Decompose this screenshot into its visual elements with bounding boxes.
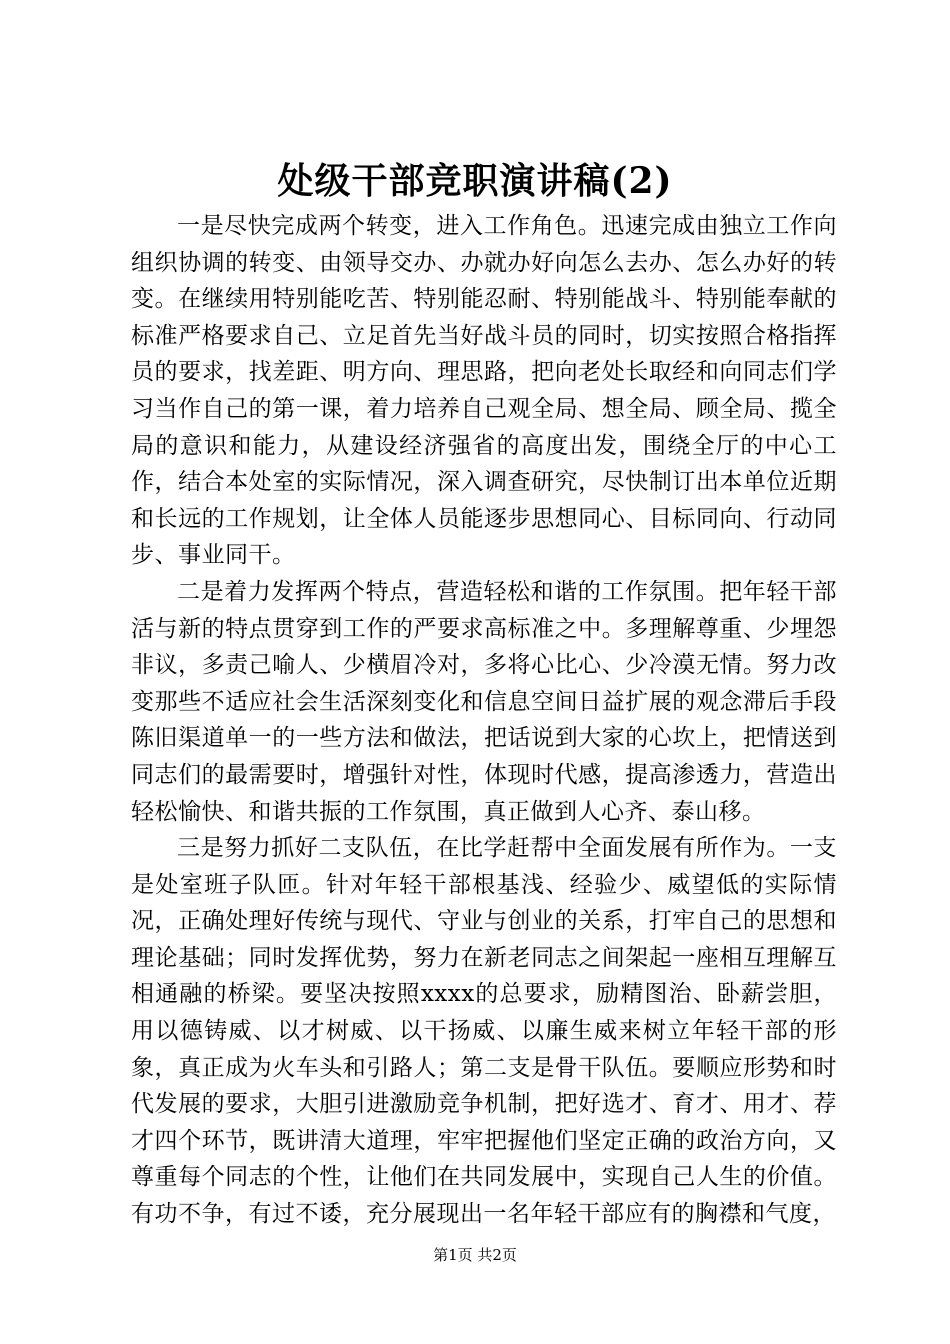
document-body xyxy=(131,208,837,1233)
paragraph-3: 三是努力抓好二支队伍，在比学赶帮中全面发展有所作为。一支是处室班子队匝。针对年轻干部根基浅、经验少、威望低的实际情况，正确处理好传统与现代、守业与创业的关系，打牢自己的思想和理论基础；同时发挥优势，努力在新老同志之间架起一座相互理解互相通融的桥梁。要坚决按照xxxx的总要求，励精图治、卧薪尝胆，用以德铸威、以才树威、以干扬威、以廉生威来树立年轻干部的形象，真正成为火车头和引路人；第二支是骨干队伍。要顺应形势和时代发展的要求，大胆引进激励竞争机制，把好选才、育才、用才、荐才四个环节，既讲清大道理，牢牢把握他们坚定正确的政治方向，又尊重每个同志的个性，让他们在共同发展中，实现自己人生的价值。有功不争，有过不诿，充分展现出一名年轻干部应有的胸襟和气度， xyxy=(131,835,837,1228)
document-title: 处级干部竞职演讲稿(2) xyxy=(277,160,673,202)
paragraph-2: 二是着力发挥两个特点，营造轻松和谐的工作氛围。把年轻干部活与新的特点贯穿到工作的严要求高标准之中。多理解尊重、少埋怨非议，多责己喻人、少横眉冷对，多将心比心、少冷漠无情。努力改变那些不适应社会生活深刻变化和信息空间日益扩展的观念滞后手段陈旧渠道单一的一些方法和做法，把话说到大家的心坎上，把情送到同志们的最需要时，增强针对性，体现时代感，提高渗透力，营造出轻松愉快、和谐共振的工作氛围，真正做到人心齐、泰山移。 xyxy=(131,578,837,825)
paragraph-1: 一是尽快完成两个转变，进入工作角色。迅速完成由独立工作向组织协调的转变、由领导交办、办就办好向怎么去办、怎么办好的转变。在继续用特别能吃苦、特别能忍耐、特别能战斗、特别能奉献的标准严格要求自己、立足首先当好战斗员的同时，切实按照合格指挥员的要求，找差距、明方向、理思路，把向老处长取经和向同志们学习当作自己的第一课，着力培养自己观全局、想全局、顾全局、揽全局的意识和能力，从建设经济强省的高度出发，围绕全厅的中心工作，结合本处室的实际情况，深入调查研究，尽快制订出本单位近期和长远的工作规划，让全体人员能逐步思想同心、目标同向、行动同步、事业同干。 xyxy=(131,213,837,569)
page-footer: 第1页 共2页 xyxy=(433,1246,517,1264)
